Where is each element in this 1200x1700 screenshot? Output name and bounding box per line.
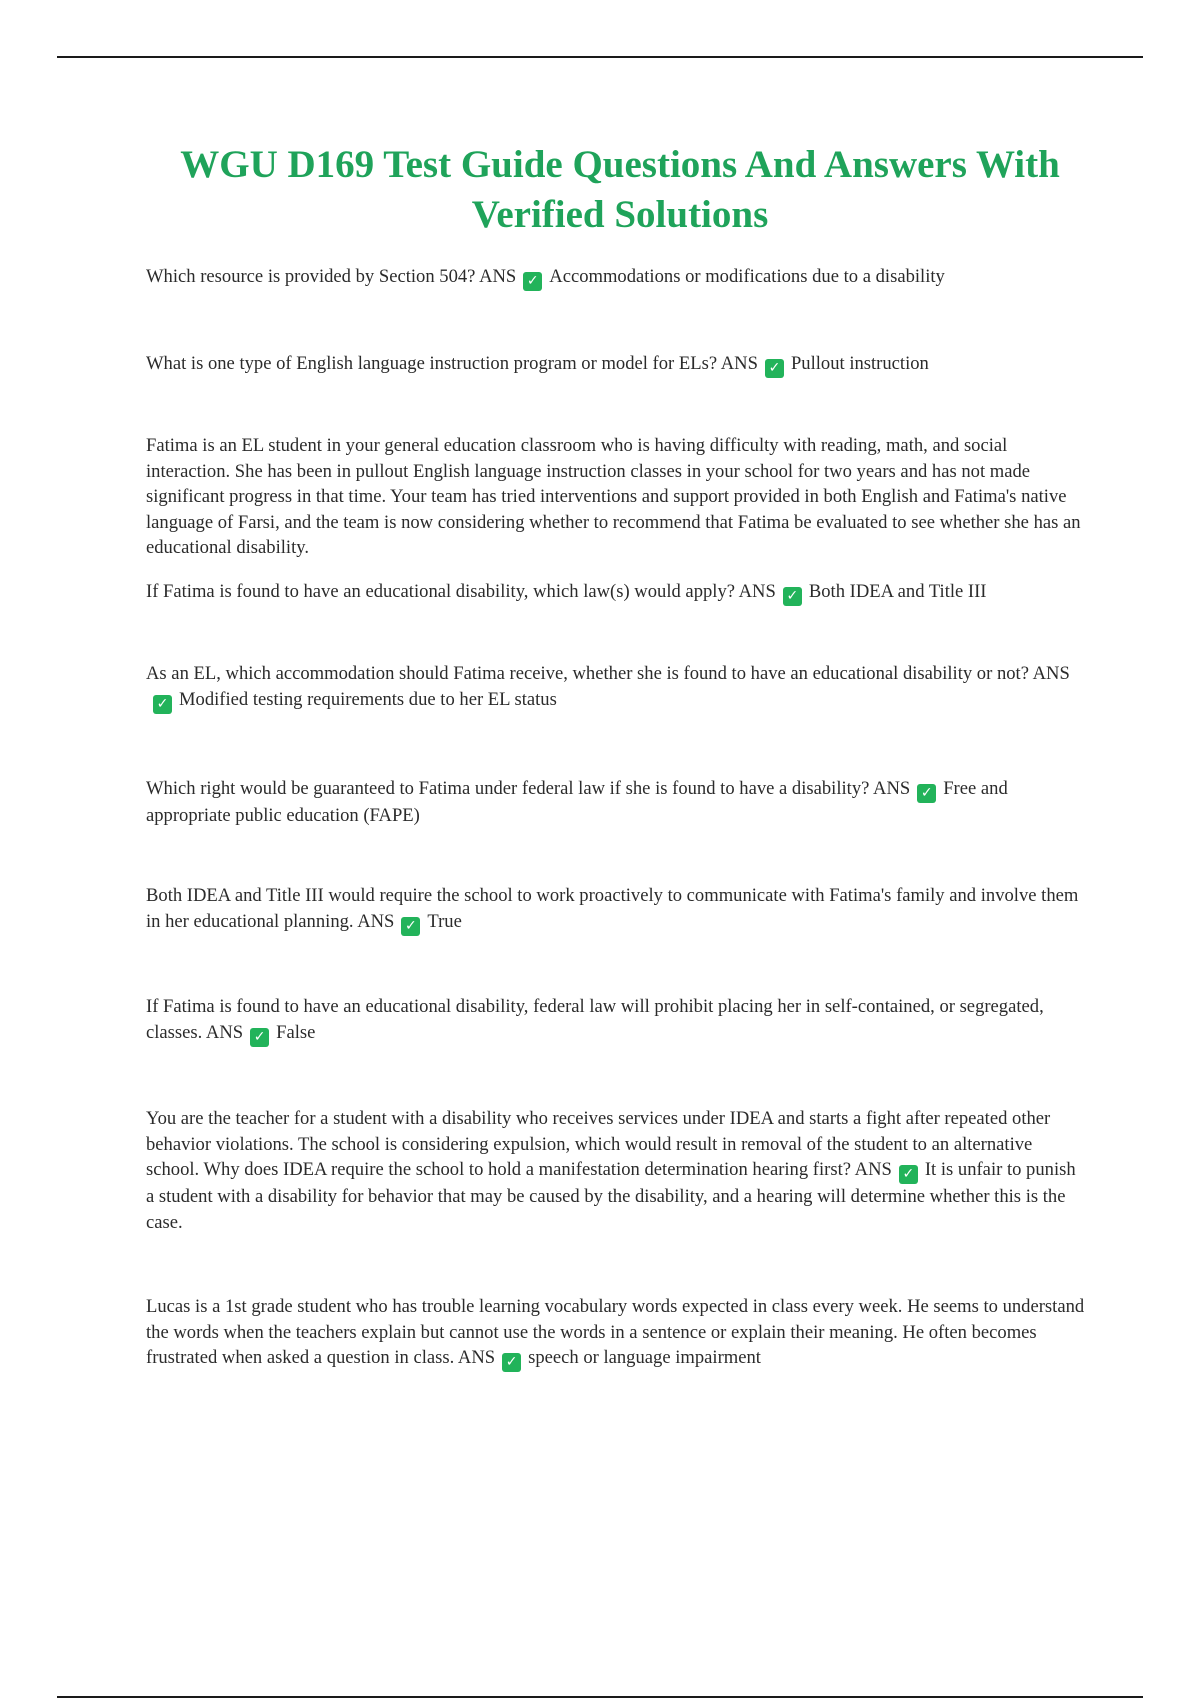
question-text: What is one type of English language instruction program or model for ELs? (146, 353, 718, 374)
qa-item (146, 661, 1086, 714)
answer-text: False (276, 1021, 316, 1043)
qa-item (146, 1294, 1086, 1372)
question-text: Which right would be guaranteed to Fatima under federal law if she is found to have a disability? (146, 778, 870, 799)
answer-text: Accommodations or modifications due to a disability (549, 266, 945, 287)
check-icon: ✓ (502, 1353, 521, 1372)
ans-label: ANS (1032, 663, 1070, 684)
bottom-rule (57, 1696, 1143, 1698)
document-title: WGU D169 Test Guide Questions And Answers With Verified Solutions (180, 143, 1060, 236)
ans-label: ANS (457, 1347, 496, 1368)
ans-label: ANS (720, 353, 758, 374)
qa-item (146, 1106, 1086, 1235)
ans-label: ANS (357, 910, 395, 932)
check-icon: ✓ (523, 272, 542, 291)
case-text: Fatima is an EL student in your general education classroom who is having difficulty with reading, math, and social interaction. She has been in pullout English language instruction classes in your school for two years and has not made significant progress in that time. Your team has tried interventions and support provided in both English and Fatima's native language of Farsi, and the team is now considering whether to recommend that Fatima be evaluated to see whether she has an educational disability. (146, 435, 1081, 558)
answer-text: Modified testing requirements due to her EL status (179, 688, 557, 710)
ans-label: ANS (738, 581, 776, 602)
ans-label: ANS (873, 778, 911, 799)
qa-item (146, 776, 1086, 829)
answer-text: Free and appropriate public education (FAPE) (146, 778, 1008, 826)
qa-item (146, 994, 1086, 1047)
ans-label: ANS (854, 1159, 892, 1180)
check-icon: ✓ (401, 917, 420, 936)
ans-label: ANS (205, 1021, 244, 1043)
question-text: If Fatima is found to have an educational disability, federal law will prohibit placing her in self-contained, or segregated, classes. (146, 996, 1044, 1043)
qa-item (146, 579, 1086, 606)
top-rule (57, 56, 1143, 58)
question-text: Which resource is provided by Section 504? (146, 266, 476, 287)
check-icon: ✓ (899, 1165, 918, 1184)
qa-item (146, 351, 1086, 378)
ans-label: ANS (479, 266, 517, 287)
question-text: If Fatima is found to have an educational disability, which law(s) would apply? (146, 581, 735, 602)
qa-item (146, 883, 1086, 936)
question-text: You are the teacher for a student with a disability who receives services under IDEA and starts a fight after repeated other behavior violations. The school is considering expulsion, which would result in removal of the student to an alternative school. Why does IDEA require the school to hold a manifestation determination hearing first? (146, 1108, 1051, 1180)
answer-text: True (427, 910, 462, 932)
answer-text: Pullout instruction (790, 353, 929, 374)
check-icon: ✓ (783, 587, 802, 606)
question-text: As an EL, which accommodation should Fatima receive, whether she is found to have an educational disability or not? (146, 663, 1029, 684)
case-paragraph (146, 433, 1086, 561)
check-icon: ✓ (765, 359, 784, 378)
check-icon: ✓ (153, 695, 172, 714)
check-icon: ✓ (250, 1028, 269, 1047)
question-text: Both IDEA and Title III would require the school to work proactively to communicate with Fatima's family and involve them in her educational planning. (146, 885, 1079, 932)
answer-text: speech or language impairment (528, 1347, 761, 1368)
question-text: Lucas is a 1st grade student who has trouble learning vocabulary words expected in class every week. He seems to understand the words when the teachers explain but cannot use the words in a sentence or explain their meaning. He often becomes frustrated when asked a question in class. (146, 1296, 1085, 1368)
check-icon: ✓ (917, 784, 936, 803)
qa-item (146, 264, 1086, 291)
answer-text: It is unfair to punish a student with a disability for behavior that may be caused by the disability, and a hearing will determine whether this is the case. (146, 1159, 1076, 1233)
answer-text: Both IDEA and Title III (808, 581, 987, 602)
